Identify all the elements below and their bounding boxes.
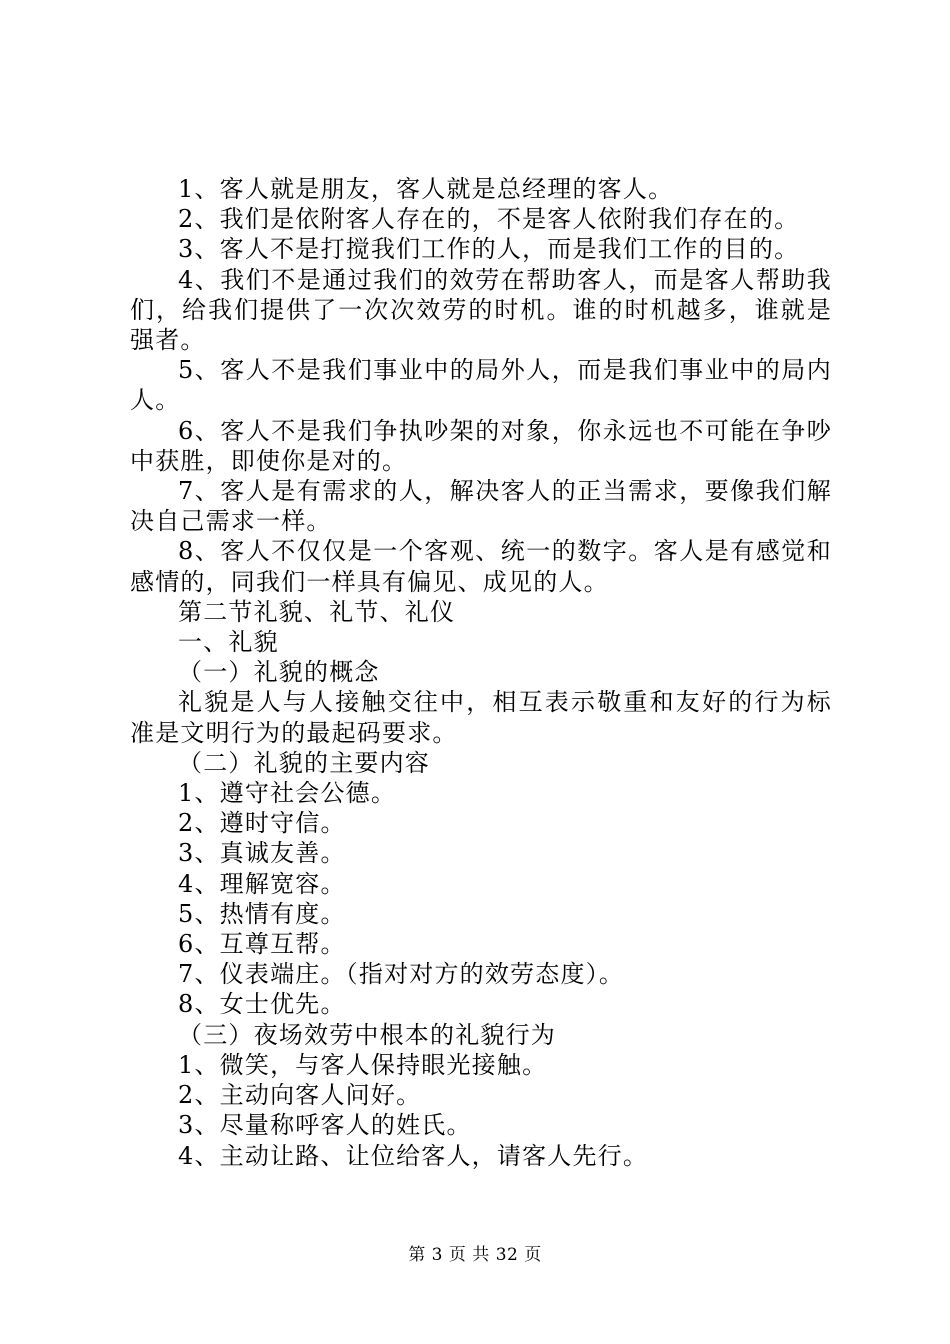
paragraph: 7、客人是有需求的人，解决客人的正当需求，要像我们解决自己需求一样。: [130, 477, 832, 536]
list-item: 3、真诚友善。: [178, 839, 346, 868]
subsection-heading: （三）夜场效劳中根本的礼貌行为: [178, 1020, 556, 1049]
page-footer: [0, 1244, 950, 1266]
page-number: 第 3 页 共 32 页: [408, 1245, 542, 1265]
paragraph: 5、客人不是我们事业中的局外人，而是我们事业中的局内人。: [130, 356, 832, 415]
list-item: 7、仪表端庄。（指对对方的效劳态度）。: [178, 960, 625, 989]
subsection-heading: （一）礼貌的概念: [178, 658, 380, 687]
list-item: 1、遵守社会公德。: [178, 779, 397, 808]
list-item: 3、尽量称呼客人的姓氏。: [178, 1111, 472, 1140]
list-item: 4、理解宽容。: [178, 869, 346, 898]
paragraph: 3、客人不是打搅我们工作的人，而是我们工作的目的。: [178, 235, 800, 264]
subsection-heading: （二）礼貌的主要内容: [178, 748, 430, 777]
list-item: 6、互尊互帮。: [178, 930, 346, 959]
paragraph: 礼貌是人与人接触交往中，相互表示敬重和友好的行为标准是文明行为的最起码要求。: [130, 688, 832, 747]
section-heading: 第二节礼貌、礼节、礼仪: [178, 597, 456, 626]
paragraph: 4、我们不是通过我们的效劳在帮助客人，而是客人帮助我们，给我们提供了一次次效劳的时机。谁的时机越多，谁就是强者。: [130, 265, 832, 355]
paragraph: 8、客人不仅仅是一个客观、统一的数字。客人是有感觉和感情的，同我们一样具有偏见、成见的人。: [130, 537, 832, 596]
list-item: 8、女士优先。: [178, 990, 346, 1019]
subsection-heading: 一、礼貌: [178, 628, 279, 657]
list-item: 4、主动让路、让位给客人，请客人先行。: [178, 1141, 649, 1170]
list-item: 2、主动向客人问好。: [178, 1081, 422, 1110]
paragraph: 1、客人就是朋友，客人就是总经理的客人。: [178, 175, 674, 203]
paragraph: 6、客人不是我们争执吵架的对象，你永远也不可能在争吵中获胜，即使你是对的。: [130, 416, 832, 475]
paragraph: 2、我们是依附客人存在的，不是客人依附我们存在的。: [178, 205, 800, 234]
list-item: 2、遵时守信。: [178, 809, 346, 838]
list-item: 5、热情有度。: [178, 899, 346, 928]
list-item: 1、微笑，与客人保持眼光接触。: [178, 1050, 548, 1079]
document-body: [130, 174, 832, 1171]
